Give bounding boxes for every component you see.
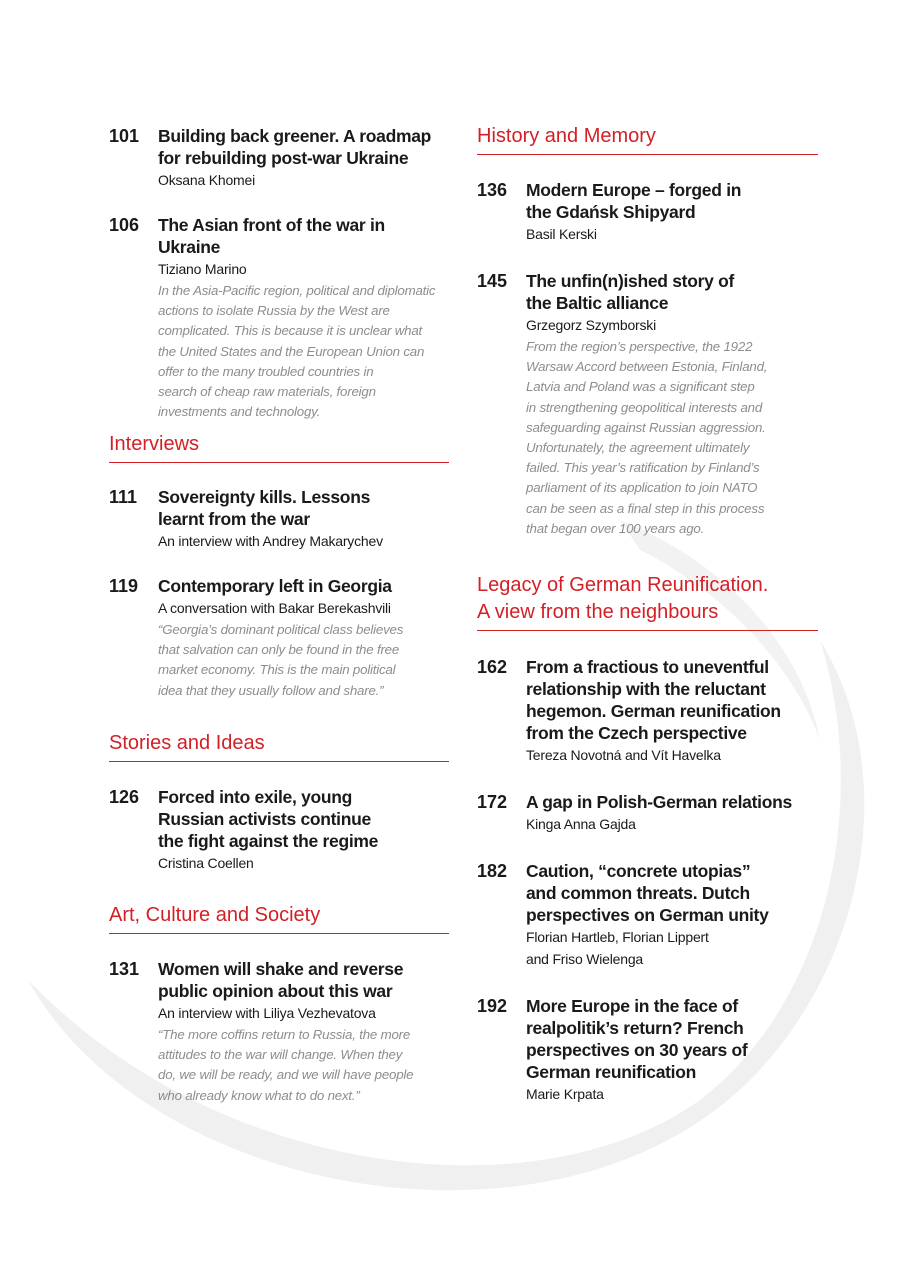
- page-number: 131: [109, 959, 140, 979]
- article-title: Modern Europe – forged in the Gdańsk Shipyard: [526, 180, 742, 222]
- page-number: 111: [109, 487, 138, 507]
- page-number: 101: [109, 126, 140, 146]
- page-number: 162: [477, 657, 508, 677]
- page-number: 136: [477, 180, 508, 200]
- page-number: 106: [109, 215, 140, 235]
- article-author: Florian Hartleb, Florian Lippert and Friso Wielenga: [526, 929, 709, 967]
- article-title: A gap in Polish-German relations: [526, 792, 792, 812]
- toc-entry-192[interactable]: [477, 995, 818, 1105]
- article-title: From a fractious to uneventful relationship with the reluctant hegemon. German reunification from the Czech perspective: [526, 657, 781, 743]
- article-author: Oksana Khomei: [158, 172, 256, 188]
- article-author: A conversation with Bakar Berekashvili: [158, 600, 391, 616]
- article-author: An interview with Andrey Makarychev: [158, 533, 383, 549]
- section-divider: [477, 630, 818, 631]
- article-title: More Europe in the face of realpolitik’s return? French perspectives on 30 years of German reunification: [526, 996, 748, 1082]
- page-number: 192: [477, 996, 508, 1016]
- section-heading: Stories and Ideas: [109, 732, 265, 754]
- toc-entry-145[interactable]: [477, 270, 818, 539]
- article-description: “The more coffins return to Russia, the more attitudes to the war will change. When they do, we will be ready, and we will have people who already know what to do next.”: [158, 1027, 414, 1103]
- section-divider: [109, 462, 449, 463]
- article-title: Women will shake and reverse public opinion about this war: [158, 959, 404, 1001]
- toc-entry-182[interactable]: [477, 860, 818, 970]
- article-description: “Georgia’s dominant political class believes that salvation can only be found in the free market economy. This is the main political idea that they usually follow and share.”: [158, 622, 404, 698]
- section-heading: Legacy of German Reunification. A view from the neighbours: [477, 574, 769, 623]
- toc-entry-131[interactable]: [109, 958, 449, 1106]
- article-author: Kinga Anna Gajda: [526, 816, 636, 832]
- section-interviews: [109, 431, 449, 463]
- toc-entry-106[interactable]: [109, 214, 449, 422]
- section-history-and-memory: [477, 123, 818, 155]
- section-divider: [477, 154, 818, 155]
- section-heading: History and Memory: [477, 125, 656, 147]
- article-author: Cristina Coellen: [158, 855, 254, 871]
- toc-entry-101[interactable]: [109, 125, 449, 191]
- article-title: Caution, “concrete utopias” and common threats. Dutch perspectives on German unity: [526, 861, 769, 925]
- toc-entry-162[interactable]: [477, 656, 818, 766]
- article-title: Building back greener. A roadmap for rebuilding post-war Ukraine: [158, 126, 432, 168]
- toc-entry-119[interactable]: [109, 575, 449, 701]
- article-author: Tiziano Marino: [158, 261, 247, 277]
- toc-entry-172[interactable]: [477, 791, 818, 835]
- section-heading: Art, Culture and Society: [109, 904, 321, 926]
- page-number: 126: [109, 787, 140, 807]
- article-title: The unfin(n)ished story of the Baltic alliance: [526, 271, 735, 313]
- article-author: Grzegorz Szymborski: [526, 317, 657, 333]
- article-description: In the Asia-Pacific region, political and diplomatic actions to isolate Russia by the West are complicated. This is because it is unclear what the United States and the European Union can offer to the many troubled countries in search of cheap raw materials, foreign investments and technology.: [158, 283, 436, 420]
- section-art-culture-society: [109, 902, 449, 934]
- article-author: Tereza Novotná and Vít Havelka: [526, 747, 721, 763]
- article-title: Contemporary left in Georgia: [158, 576, 392, 596]
- section-divider: [109, 761, 449, 762]
- page-number: 119: [109, 576, 139, 596]
- article-title: The Asian front of the war in Ukraine: [158, 215, 385, 257]
- page-number: 172: [477, 792, 508, 812]
- page-number: 182: [477, 861, 508, 881]
- section-heading: Interviews: [109, 433, 200, 455]
- toc-entry-111[interactable]: [109, 486, 449, 552]
- toc-entry-136[interactable]: [477, 179, 818, 245]
- section-stories-and-ideas: [109, 730, 449, 762]
- article-description: From the region’s perspective, the 1922 Warsaw Accord between Estonia, Finland, Latvia and Poland was a significant step in strengthening geopolitical interests and safeguarding against Russian aggression. Unfortunately, the agreement ultimately failed. This year’s ratification by Finland’s parliament of its application to join NATO can be seen as a final step in this process that began over 100 years ago.: [526, 339, 768, 536]
- toc-entry-126[interactable]: [109, 786, 449, 874]
- article-title: Sovereignty kills. Lessons learnt from the war: [158, 487, 371, 529]
- article-author: An interview with Liliya Vezhevatova: [158, 1005, 376, 1021]
- section-divider: [109, 933, 449, 934]
- page-number: 145: [477, 271, 508, 291]
- section-legacy-german-reunification: [477, 572, 818, 631]
- article-author: Marie Krpata: [526, 1086, 604, 1102]
- article-title: Forced into exile, young Russian activists continue the fight against the regime: [158, 787, 379, 851]
- article-author: Basil Kerski: [526, 226, 597, 242]
